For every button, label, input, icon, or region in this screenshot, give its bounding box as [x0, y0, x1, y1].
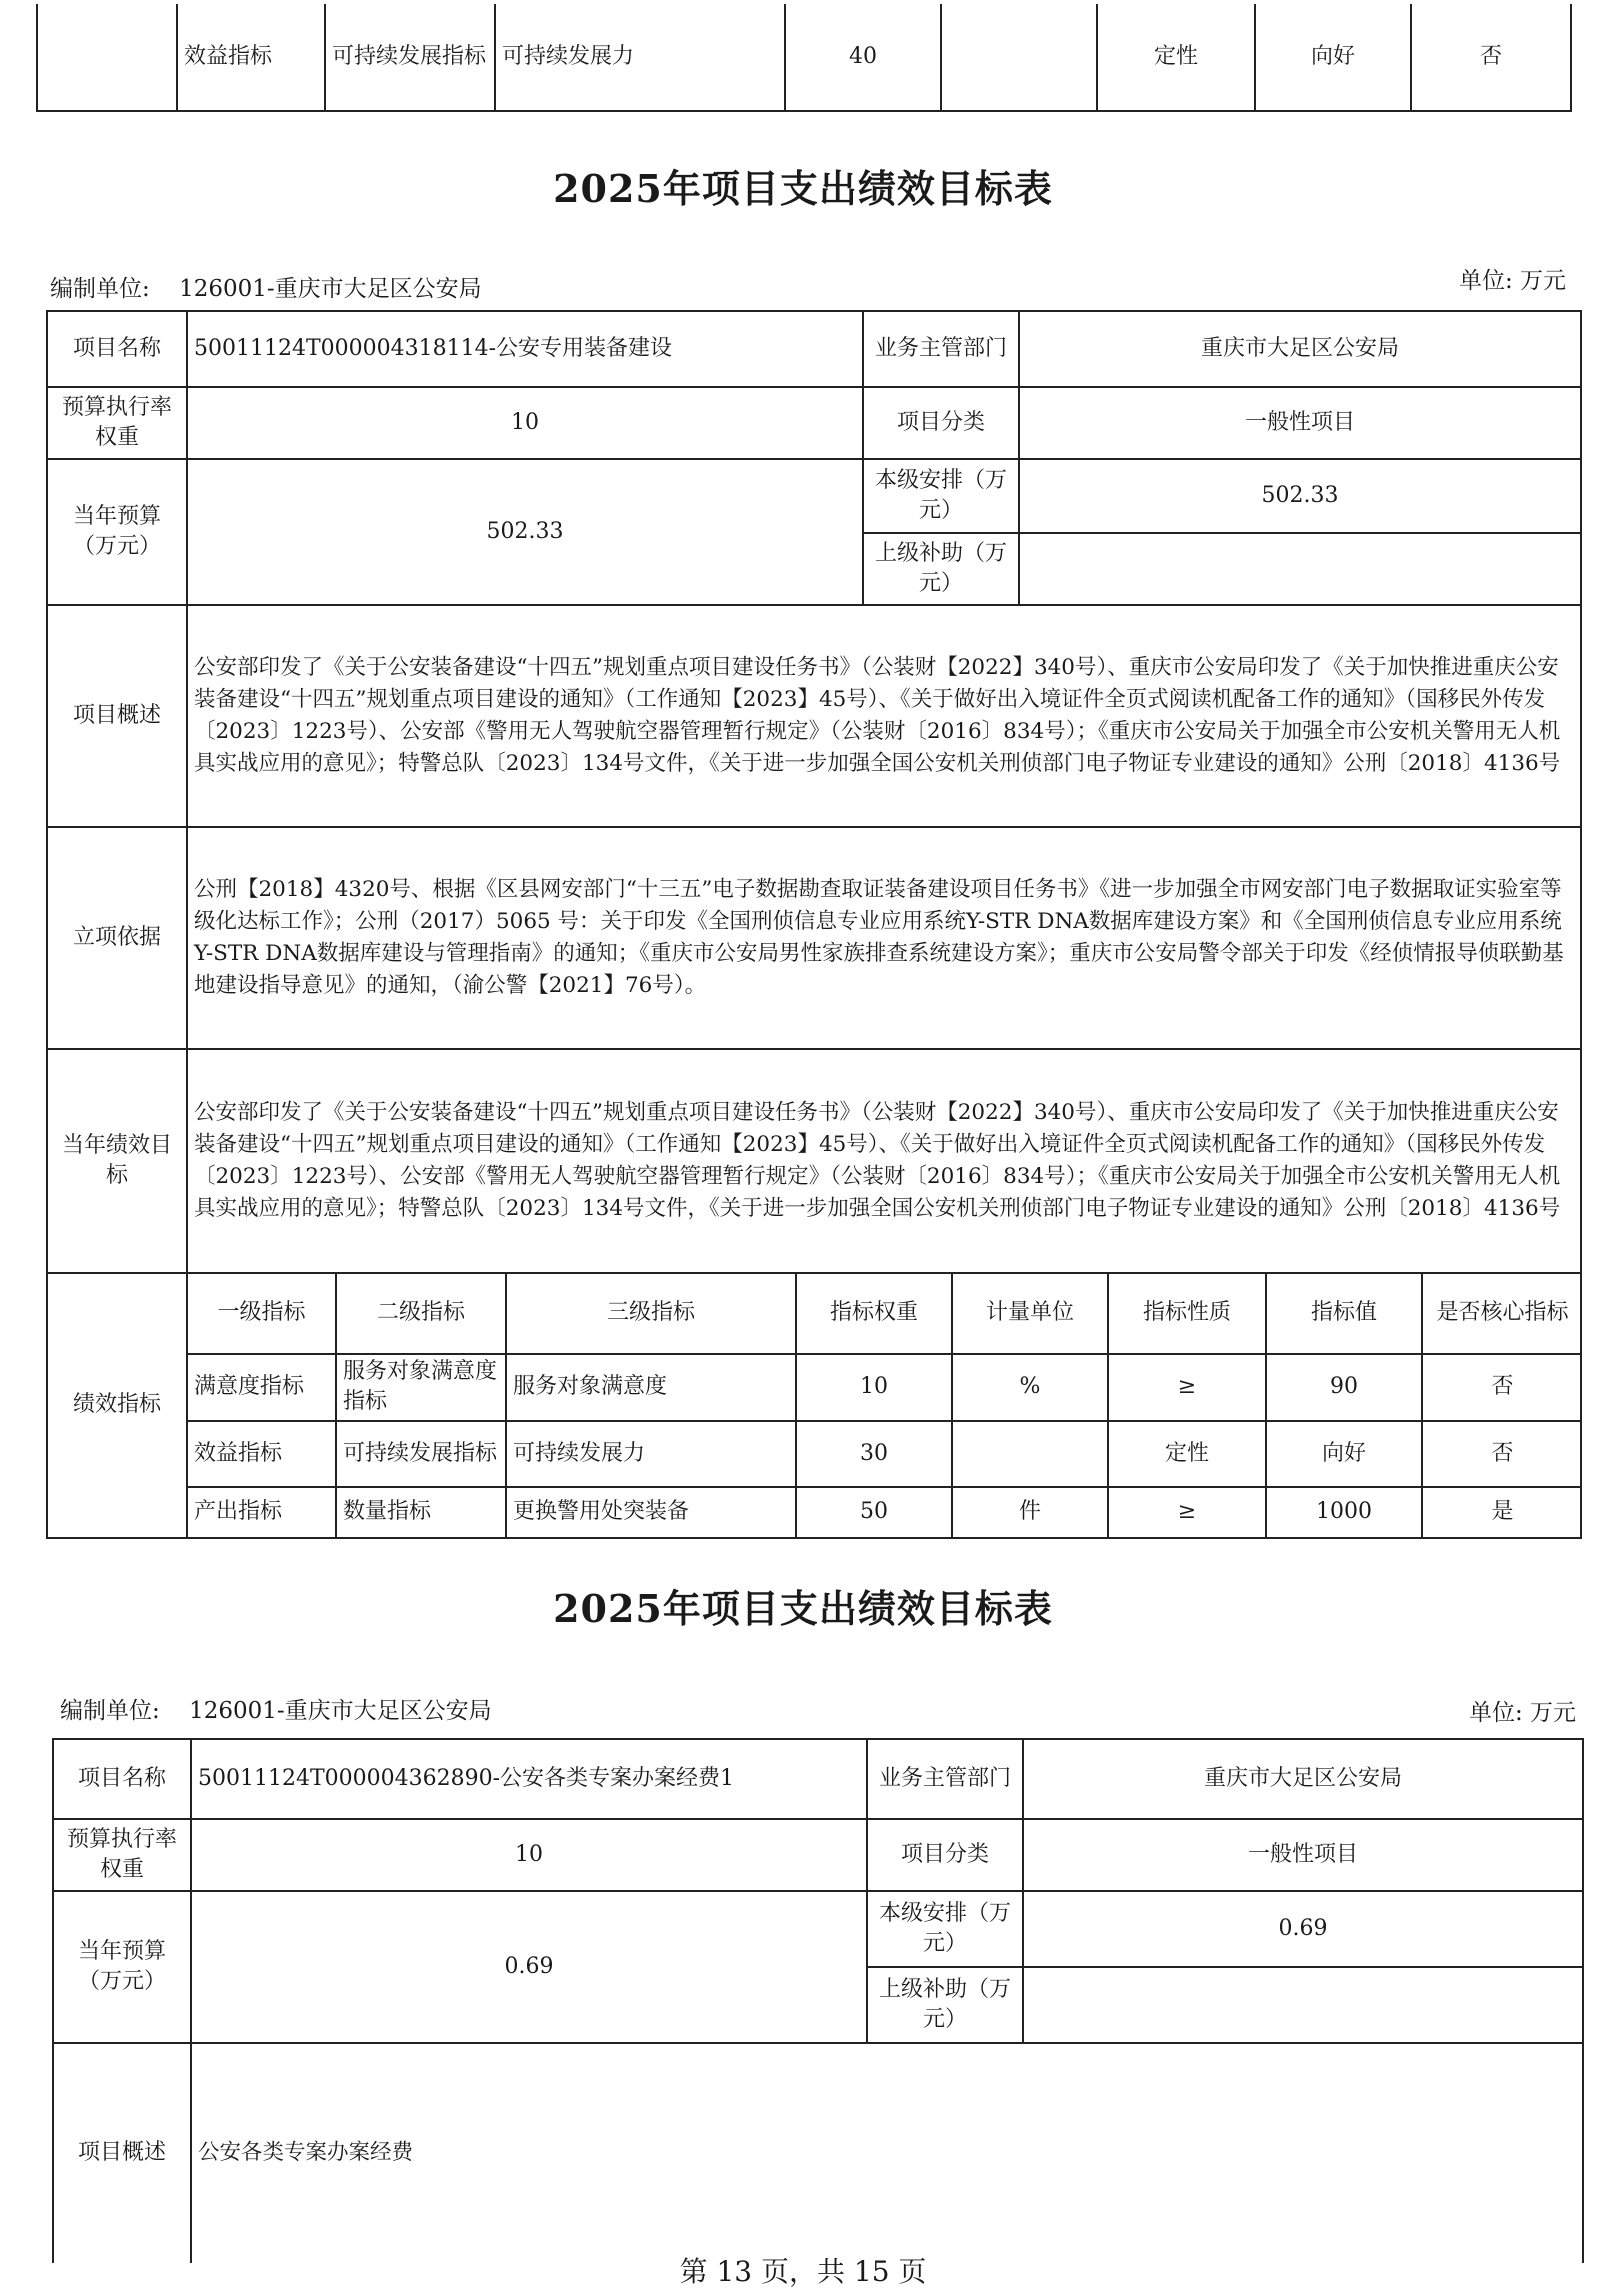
indicator-cell: 服务对象满意度指标 [336, 1354, 506, 1421]
section1-unit-label: 编制单位: [50, 276, 150, 302]
indicator-cell: 服务对象满意度 [506, 1354, 796, 1421]
fragment-unit [941, 4, 1097, 111]
section1-unit [50, 270, 482, 303]
s1-category: 一般性项目 [1019, 387, 1581, 459]
s1-upper [1019, 533, 1581, 605]
indicator-cell: ≥ [1108, 1354, 1266, 1421]
indicator-cell: 否 [1422, 1421, 1582, 1487]
s1-dept: 重庆市大足区公安局 [1019, 311, 1581, 387]
s1-goal-label: 当年绩效目标 [47, 1049, 187, 1273]
section2-table [52, 1738, 1584, 2263]
s2-dept-label: 业务主管部门 [867, 1739, 1023, 1819]
indicator-header: 指标值 [1266, 1274, 1422, 1354]
s1-budget: 502.33 [187, 459, 863, 605]
s1-weight-label: 预算执行率权重 [47, 387, 187, 459]
top-fragment-table [36, 4, 1572, 112]
s1-category-label: 项目分类 [863, 387, 1019, 459]
section1-currency: 单位: 万元 [1458, 268, 1566, 294]
indicator-cell: 10 [796, 1354, 952, 1421]
section1-title: 2025年项目支出绩效目标表 [553, 166, 1053, 211]
table-row [188, 1487, 1582, 1537]
indicator-cell: 可持续发展力 [506, 1421, 796, 1487]
indicator-cell: ≥ [1108, 1487, 1266, 1537]
indicator-cell: 数量指标 [336, 1487, 506, 1537]
fragment-value: 向好 [1255, 4, 1411, 111]
table-row [188, 1354, 1582, 1421]
indicator-cell: 30 [796, 1421, 952, 1487]
fragment-empty-cell [37, 4, 177, 111]
indicator-cell: 效益指标 [188, 1421, 336, 1487]
indicator-cell: 90 [1266, 1354, 1422, 1421]
s1-basis: 公刑【2018】4320号、根据《区县网安部门“十三五”电子数据勘查取证装备建设项目任务书》《进一步加强全市网安部门电子数据取证实验室等级化达标工作》；公刑（2017）5065 号：关于印发《全国刑侦信息专业应用系统Y-STR DNA数据库建设方案》和《全国刑侦信息专业应用系统Y-STR DNA数据库建设与管理指南》的通知；《重庆市公安局男性家族排查系统建设方案》；重庆市公安局警令部关于印发《经侦情报导侦联勤基地建设指导意见》的通知，（渝公警【2021】76号）。 [187, 827, 1581, 1049]
s1-indicator-table [188, 1274, 1582, 1537]
section1-unit-value: 126001-重庆市大足区公安局 [179, 276, 482, 302]
s1-overview: 公安部印发了《关于公安装备建设“十四五”规划重点项目建设任务书》（公装财【2022】340号）、重庆市公安局印发了《关于加快推进重庆公安装备建设“十四五”规划重点项目建设的通知》（工作通知【2023】45号）、《关于做好出入境证件全页式阅读机配备工作的通知》（国移民外传发〔2023〕1223号）、公安部《警用无人驾驶航空器管理暂行规定》（公装财〔2016〕834号）；《重庆市公安局关于加强全市公安机关警用无人机具实战应用的意见》；特警总队〔2023〕134号文件，《关于进一步加强全国公安机关刑侦部门电子物证专业建设的通知》公刑〔2018〕4136号 [187, 605, 1581, 827]
s2-overview-label: 项目概述 [53, 2043, 191, 2263]
s1-local-label: 本级安排（万元） [863, 459, 1019, 533]
s2-upper-label: 上级补助（万元） [867, 1967, 1023, 2043]
s1-indicators-cell [187, 1273, 1581, 1538]
indicator-cell: 否 [1422, 1354, 1582, 1421]
s1-project-name: 50011124T000004318114-公安专用装备建设 [187, 311, 863, 387]
s2-upper [1023, 1967, 1583, 2043]
indicator-header: 计量单位 [952, 1274, 1108, 1354]
indicator-cell: 是 [1422, 1487, 1582, 1537]
s2-weight-label: 预算执行率权重 [53, 1819, 191, 1891]
fragment-level2: 可持续发展指标 [325, 4, 495, 111]
indicator-cell: 更换警用处突装备 [506, 1487, 796, 1537]
s1-indicators-label: 绩效指标 [47, 1273, 187, 1538]
s2-category-label: 项目分类 [867, 1819, 1023, 1891]
s2-category: 一般性项目 [1023, 1819, 1583, 1891]
indicator-header: 二级指标 [336, 1274, 506, 1354]
s1-weight: 10 [187, 387, 863, 459]
s1-project-name-label: 项目名称 [47, 311, 187, 387]
s2-weight: 10 [191, 1819, 867, 1891]
indicator-cell [952, 1421, 1108, 1487]
s2-overview: 公安各类专案办案经费 [191, 2043, 1583, 2263]
section2-title: 2025年项目支出绩效目标表 [553, 1586, 1053, 1631]
section2-unit-value: 126001-重庆市大足区公安局 [189, 1698, 492, 1724]
indicator-header: 三级指标 [506, 1274, 796, 1354]
section2-unit [60, 1692, 492, 1725]
indicator-cell: % [952, 1354, 1108, 1421]
indicator-header: 是否核心指标 [1422, 1274, 1582, 1354]
section2-currency: 单位: 万元 [1468, 1700, 1576, 1726]
page-footer: 第 13 页，共 15 页 [679, 2255, 927, 2288]
indicator-cell: 50 [796, 1487, 952, 1537]
indicator-cell: 可持续发展指标 [336, 1421, 506, 1487]
table-row [188, 1421, 1582, 1487]
s2-local: 0.69 [1023, 1891, 1583, 1967]
section2-unit-label: 编制单位: [60, 1698, 160, 1724]
fragment-level1: 效益指标 [177, 4, 325, 111]
s2-local-label: 本级安排（万元） [867, 1891, 1023, 1967]
indicator-cell: 1000 [1266, 1487, 1422, 1537]
indicator-cell: 件 [952, 1487, 1108, 1537]
indicator-cell: 产出指标 [188, 1487, 336, 1537]
s2-budget-label: 当年预算（万元） [53, 1891, 191, 2043]
indicator-cell: 定性 [1108, 1421, 1266, 1487]
indicator-cell: 满意度指标 [188, 1354, 336, 1421]
s1-dept-label: 业务主管部门 [863, 311, 1019, 387]
s1-goal: 公安部印发了《关于公安装备建设“十四五”规划重点项目建设任务书》（公装财【2022】340号）、重庆市公安局印发了《关于加快推进重庆公安装备建设“十四五”规划重点项目建设的通知》（工作通知【2023】45号）、《关于做好出入境证件全页式阅读机配备工作的通知》（国移民外传发〔2023〕1223号）、公安部《警用无人驾驶航空器管理暂行规定》（公装财〔2016〕834号）；《重庆市公安局关于加强全市公安机关警用无人机具实战应用的意见》；特警总队〔2023〕134号文件，《关于进一步加强全国公安机关刑侦部门电子物证专业建设的通知》公刑〔2018〕4136号 [187, 1049, 1581, 1273]
s2-project-name: 50011124T000004362890-公安各类专案办案经费1 [191, 1739, 867, 1819]
fragment-core: 否 [1411, 4, 1571, 111]
s1-local: 502.33 [1019, 459, 1581, 533]
fragment-level3: 可持续发展力 [495, 4, 785, 111]
s1-budget-label: 当年预算（万元） [47, 459, 187, 605]
s1-basis-label: 立项依据 [47, 827, 187, 1049]
indicator-cell: 向好 [1266, 1421, 1422, 1487]
s2-dept: 重庆市大足区公安局 [1023, 1739, 1583, 1819]
s2-budget: 0.69 [191, 1891, 867, 2043]
fragment-weight: 40 [785, 4, 941, 111]
s1-upper-label: 上级补助（万元） [863, 533, 1019, 605]
indicator-header: 指标权重 [796, 1274, 952, 1354]
indicator-header: 一级指标 [188, 1274, 336, 1354]
indicator-header: 指标性质 [1108, 1274, 1266, 1354]
section1-table [46, 310, 1582, 1539]
fragment-nature: 定性 [1097, 4, 1255, 111]
s1-overview-label: 项目概述 [47, 605, 187, 827]
s2-project-name-label: 项目名称 [53, 1739, 191, 1819]
